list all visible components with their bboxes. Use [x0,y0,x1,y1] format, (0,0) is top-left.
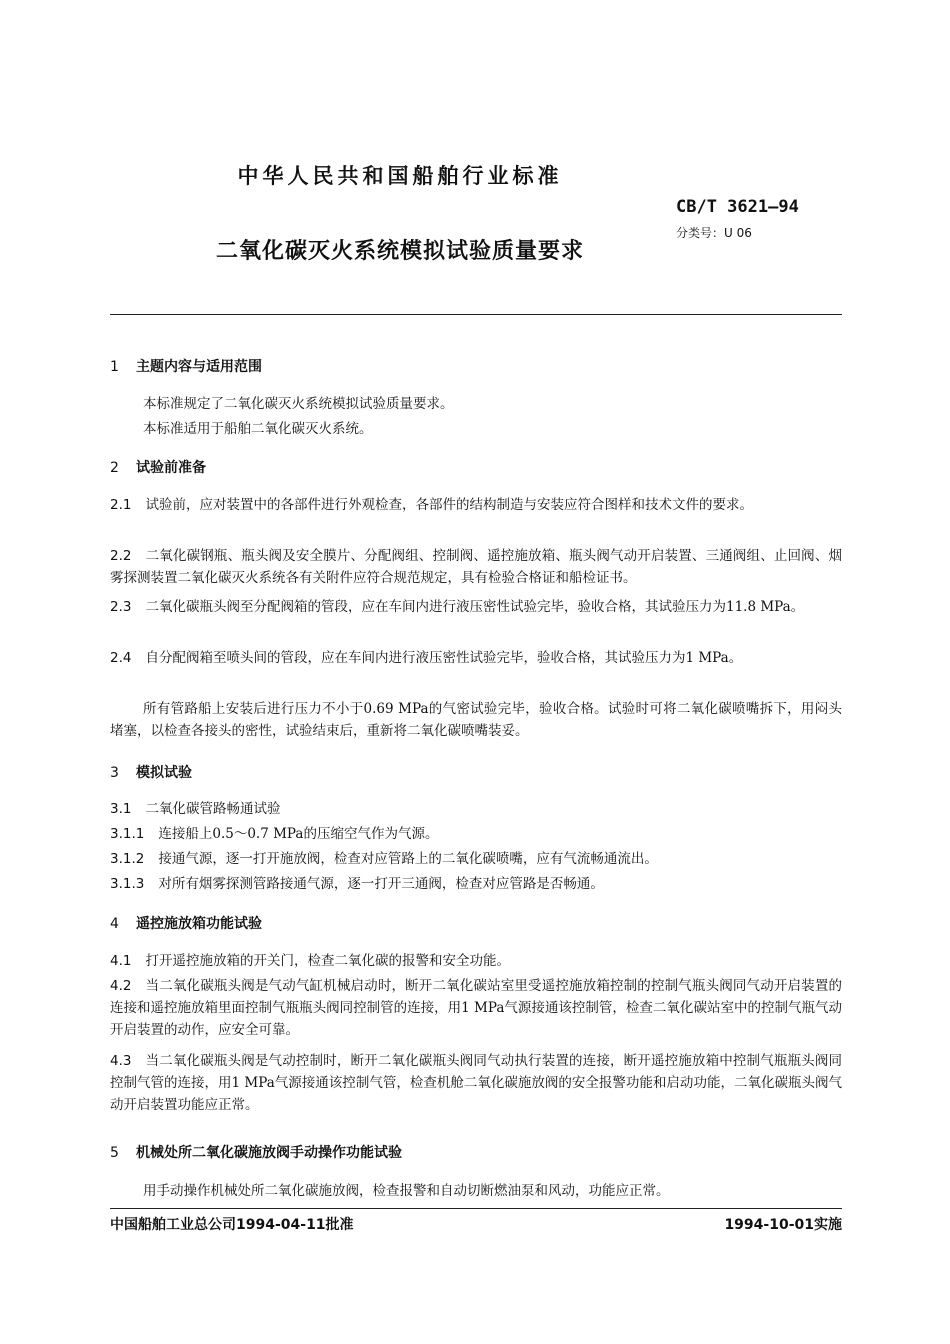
clause-2-4 [110,647,842,669]
clause-number: 2.4 [110,650,132,666]
section-title: 试验前准备 [136,460,206,476]
clause-2-3 [110,596,842,618]
section-number: 3 [110,765,119,781]
section-4-heading [110,913,262,933]
clause-3-1 [110,798,842,820]
clause-text: 二氧化碳钢瓶、瓶头阀及安全膜片、分配阀组、控制阀、遥控施放箱、瓶头阀气动开启装置、三通阀组、止回阀、烟雾探测装置二氧化碳灭火系统各有关附件应符合规范规定，具有检验合格证和船检证书。 [110,548,842,586]
clause-number: 2.1 [110,497,132,513]
clause-text: 对所有烟雾探测管路接通气源，逐一打开三通阀，检查对应管路是否畅通。 [158,876,604,892]
section-title: 模拟试验 [136,765,192,781]
footer-divider [110,1208,842,1209]
section-2-heading [110,457,206,477]
clause-2-1 [110,494,842,516]
clause-text: 试验前，应对装置中的各部件进行外观检查，各部件的结构制造与安装应符合图样和技术文件的要求。 [145,497,753,513]
clause-number: 2.2 [110,548,132,564]
clause-text: 二氧化碳管路畅通试验 [145,801,281,817]
section-number: 5 [110,1145,119,1161]
classification-number: 分类号：U 06 [676,226,752,240]
section-5-heading [110,1142,402,1162]
approval-note: 中国船舶工业总公司1994-04-11批准 [110,1217,354,1233]
paragraph: 本标准规定了二氧化碳灭火系统模拟试验质量要求。 [143,396,454,412]
section-title: 主题内容与适用范围 [136,359,262,375]
section-number: 4 [110,916,119,932]
clause-2-2 [110,545,842,589]
section-1-heading [110,356,262,376]
clause-3-1-3 [110,873,842,895]
clause-text: 打开遥控施放箱的开关门，检查二氧化碳的报警和安全功能。 [145,953,510,969]
section-number: 1 [110,359,119,375]
clause-4-1 [110,950,842,972]
standard-code: CB/T 3621—94 [676,197,799,217]
clause-4-2 [110,975,842,1041]
section-3-heading [110,762,192,782]
clause-3-1-2 [110,848,842,870]
clause-number: 4.1 [110,953,132,969]
clause-text: 自分配阀箱至喷头间的管段，应在车间内进行液压密性试验完毕，验收合格，其试验压力为1 MPa。 [145,650,743,666]
clause-number: 4.3 [110,1053,132,1069]
clause-number: 4.2 [110,978,132,994]
standard-type-heading: 中华人民共和国船舶行业标准 [237,164,563,188]
clause-number: 3.1.2 [110,851,145,867]
clause-number: 3.1.1 [110,826,145,842]
header-divider [110,314,842,315]
clause-number: 3.1.3 [110,876,145,892]
clause-text: 接通气源，逐一打开施放阀，检查对应管路上的二氧化碳喷嘴，应有气流畅通流出。 [158,851,658,867]
section-number: 2 [110,460,119,476]
paragraph: 用手动操作机械处所二氧化碳施放阀，检查报警和自动切断燃油泵和风动，功能应正常。 [143,1183,670,1199]
clause-3-1-1 [110,823,842,845]
paragraph: 本标准适用于船舶二氧化碳灭火系统。 [143,421,373,437]
clause-4-3 [110,1050,842,1116]
section-title: 机械处所二氧化碳施放阀手动操作功能试验 [136,1145,402,1161]
clause-text: 连接船上0.5～0.7 MPa的压缩空气作为气源。 [158,826,439,842]
clause-text: 二氧化碳瓶头阀至分配阀箱的管段，应在车间内进行液压密性试验完毕，验收合格，其试验压力为11.8 MPa。 [145,599,805,615]
clause-text: 当二氧化碳瓶头阀是气动气缸机械启动时，断开二氧化碳站室里受遥控施放箱控制的控制气瓶头阀同气动开启装置的连接和遥控施放箱里面控制气瓶瓶头阀同控制管的连接，用1 MPa气源接通该控制管，检查二氧化碳站室中的控制气瓶气动开启装置的动作，应安全可靠。 [110,978,842,1038]
document-title: 二氧化碳灭火系统模拟试验质量要求 [215,239,584,264]
effective-date: 1994-10-01实施 [724,1217,842,1233]
clause-number: 3.1 [110,801,132,817]
clause-text: 当二氧化碳瓶头阀是气动控制时，断开二氧化碳瓶头阀同气动执行装置的连接，断开遥控施放箱中控制气瓶瓶头阀同控制气管的连接，用1 MPa气源接通该控制气管，检查机舱二氧化碳施放阀的安全报警功能和启动功能，二氧化碳瓶头阀气动开启装置功能应正常。 [110,1053,842,1113]
clause-number: 2.3 [110,599,132,615]
paragraph: 所有管路船上安装后进行压力不小于0.69 MPa的气密试验完毕，验收合格。试验时可将二氧化碳喷嘴拆下，用闷头堵塞，以检查各接头的密性，试验结束后，重新将二氧化碳喷嘴装妥。 [110,701,842,739]
section-title: 遥控施放箱功能试验 [136,916,262,932]
